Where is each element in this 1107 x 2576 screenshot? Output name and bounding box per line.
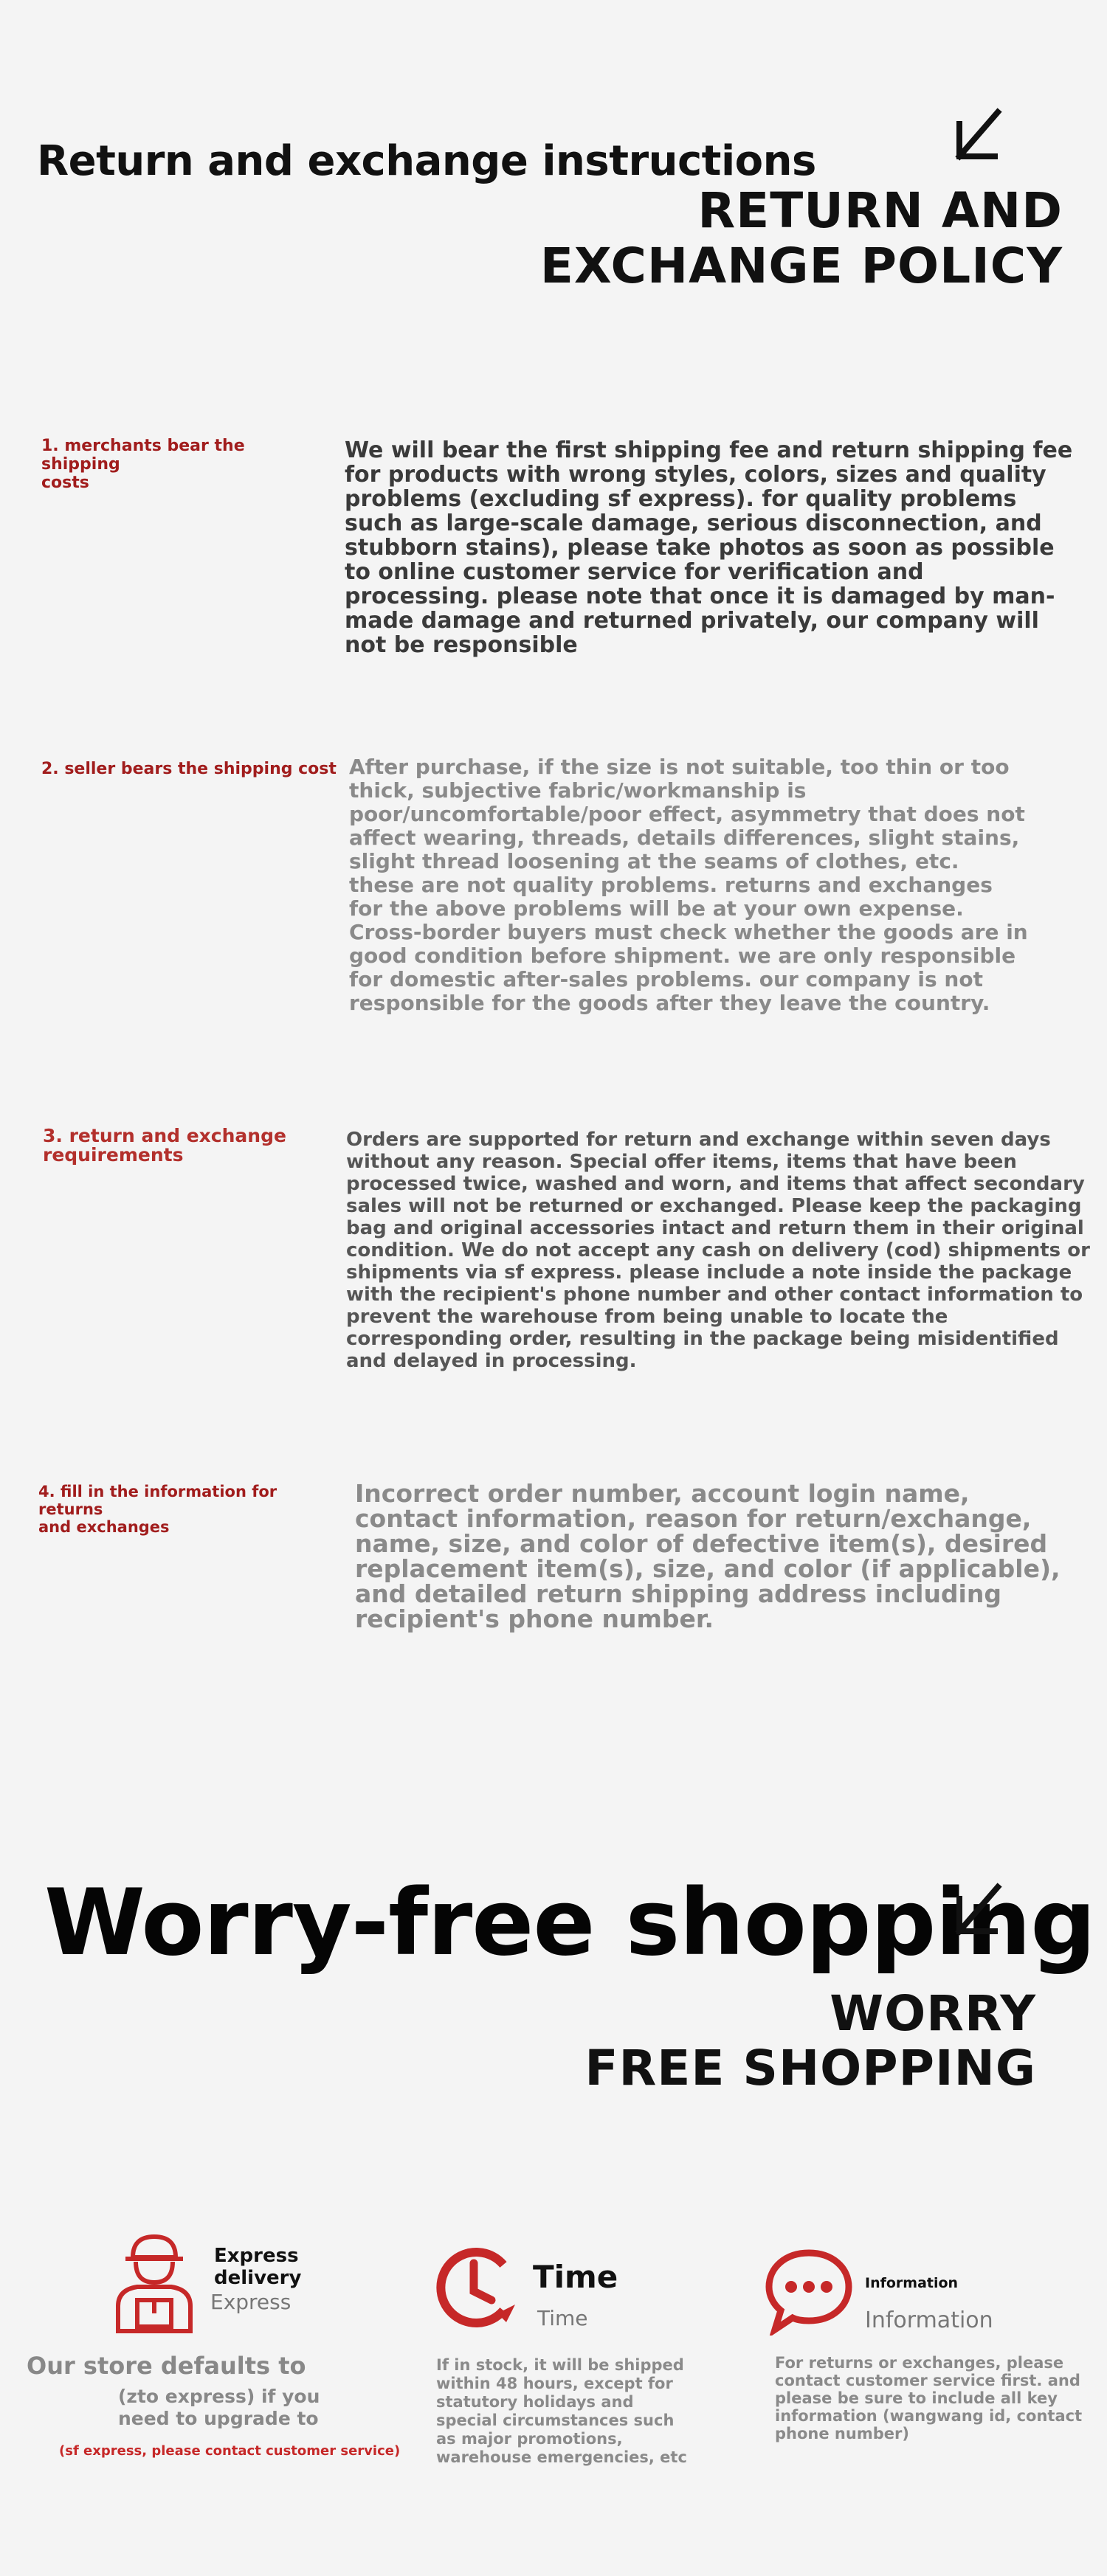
express-text-line3: need to upgrade to [118,2408,319,2429]
time-text: If in stock, it will be shipped within 48 hours, except for statutory holidays and special circumstances such as major promotions, warehouse emergencies, etc [436,2356,687,2466]
section-1-heading-line2: costs [41,474,89,492]
section-4-heading-line1: 4. fill in the information for returns [38,1483,277,1518]
policy-title-line1: RETURN AND [697,182,1063,239]
section-4-heading-line2: and exchanges [38,1518,170,1536]
express-title-line1: Express [214,2245,299,2267]
worry-free-subtitle [584,1987,1036,2096]
express-note: (sf express, please contact customer service) [59,2443,401,2459]
worry-free-title: Worry-free shopping [44,1870,1095,1976]
section-1-heading [41,437,307,492]
information-subtitle: Information [865,2307,993,2333]
policy-title-line2: EXCHANGE POLICY [539,238,1063,294]
express-text-lines [118,2386,320,2430]
time-title: Time [533,2259,618,2295]
arrow-down-left-icon [952,108,1004,165]
section-4-heading [38,1483,334,1536]
information-title: Information [865,2275,959,2291]
section-3-heading-line1: 3. return and exchange [43,1125,286,1146]
section-2-body: After purchase, if the size is not suitable, too thin or too thick, subjective fabric/workmanship is poor/uncomfortable/poor effect, asymmetry that does not affect wearing, threads, details differences, slight stains, slight thread loosening at the seams of clothes, etc. these are not quality problems. returns and exchanges for the above problems will be at your own expense. Cross-border buyers must check whether the goods are in good condition before shipment. we are only responsible for domestic after-sales problems. our company is not responsible for the goods after they leave the country. [349,755,1028,1015]
arrow-down-left-icon-2 [952,1883,1004,1940]
section-1-body: We will bear the first shipping fee and return shipping fee for products with wrong styles, colors, sizes and quality problems (excluding sf express). for quality problems such as large-scale damage, serious disconnection, and stubborn stains), please take photos as soon as possible to online customer service for verification and processing. please note that once it is damaged by man-made damage and returned privately, our company will not be responsible [345,437,1073,658]
express-title-line2: delivery [214,2267,302,2289]
section-4-body: Incorrect order number, account login name, contact information, reason for return/exchange, name, size, and color of defective item(s), desired replacement item(s), size, and color (if applicable), and detailed return shipping address including recipient's phone number. [355,1479,1061,1633]
section-2-heading-line1: 2. seller bears the shipping cost [41,760,337,778]
time-subtitle: Time [537,2306,588,2330]
worry-subtitle-line2: FREE SHOPPING [584,2040,1036,2097]
section-3-body: Orders are supported for return and exchange within seven days without any reason. Special offer items, items that have been processed twice, washed and worn, and items that affect secondary sales will not be returned or exchanged. Please keep the packaging bag and original accessories intact and return them in their original condition. We do not accept any cash on delivery (cod) shipments or shipments via sf express. please include a note inside the package with the recipient's phone number and other contact information to prevent the warehouse from being unable to locate the corresponding order, resulting in the package being misidentified and delayed in processing. [346,1129,1090,1372]
courier-icon [111,2232,198,2336]
section-3-heading-line2: requirements [43,1144,184,1166]
clock-icon [432,2246,521,2330]
express-subtitle: Express [210,2290,292,2314]
section-2-heading [41,760,337,778]
express-text-line2: (zto express) if you [118,2386,320,2407]
chat-bubble-icon [765,2248,853,2336]
policy-title [540,183,1063,294]
express-text-line1: Our store defaults to [27,2352,306,2380]
section-1-heading-line1: 1. merchants bear the shipping [41,437,245,474]
worry-subtitle-line1: WORRY [830,1985,1036,2042]
page-title: Return and exchange instructions [37,137,816,185]
express-title [214,2245,302,2289]
section-3-heading [43,1126,308,1165]
information-text: For returns or exchanges, please contact customer service first. and please be sure to include all key information (wangwang id, contact phone number) [775,2354,1083,2442]
